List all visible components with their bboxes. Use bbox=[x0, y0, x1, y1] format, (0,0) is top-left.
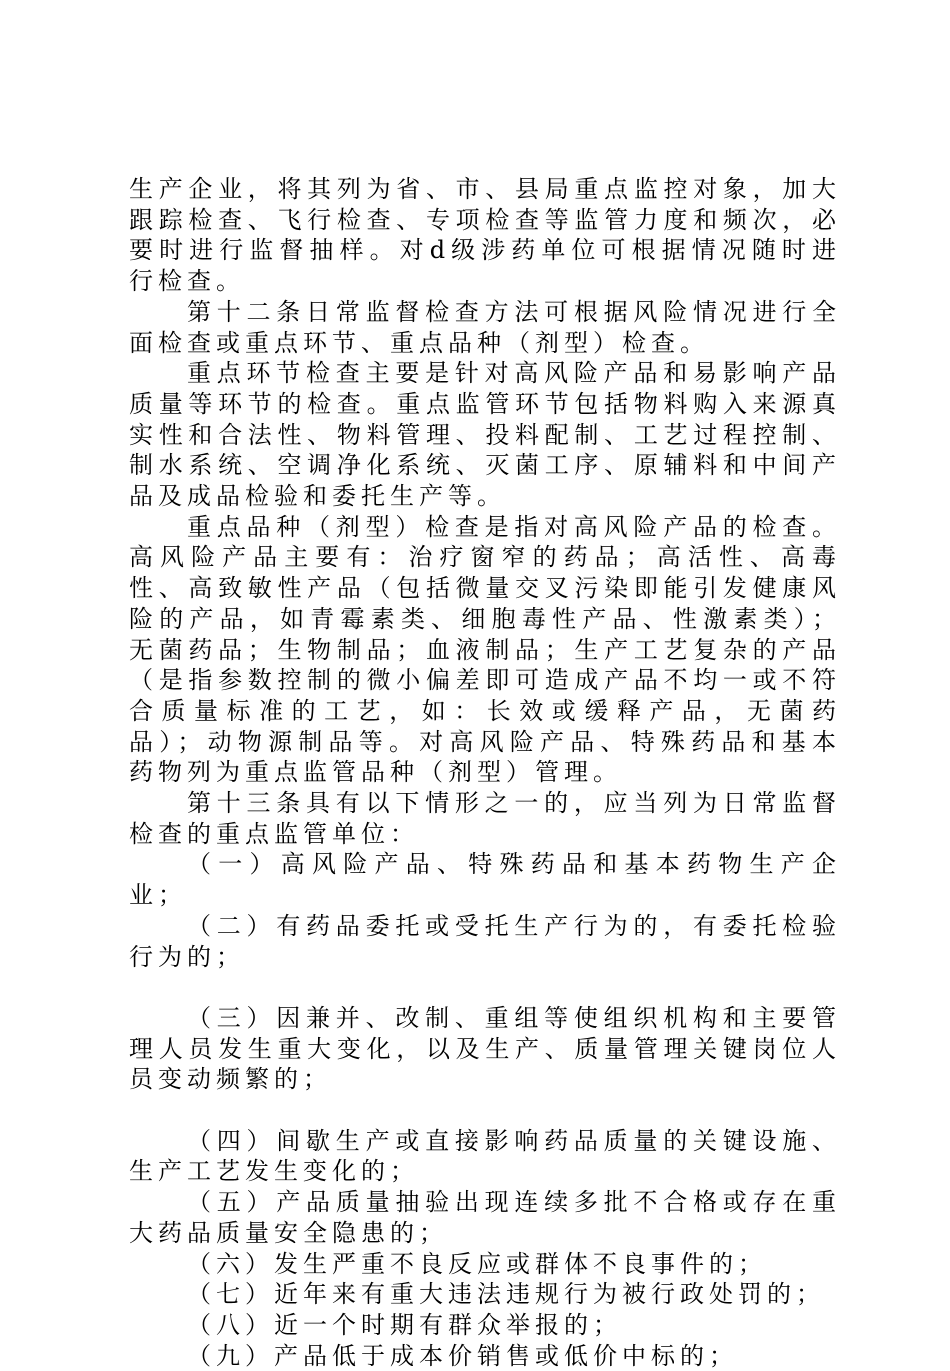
list-item-4: （四）间歇生产或直接影响药品质量的关键设施、生产工艺发生变化的； bbox=[129, 1126, 841, 1186]
paragraph-key-links: 重点环节检查主要是针对高风险产品和易影响产品质量等环节的检查。重点监管环节包括物料购入来源真实性和合法性、物料管理、投料配制、工艺过程控制、制水系统、空调净化系统、灭菌工序、原辅料和中间产品及成品检验和委托生产等。 bbox=[129, 359, 841, 511]
list-item-1: （一）高风险产品、特殊药品和基本药物生产企业； bbox=[129, 850, 841, 910]
list-item-6: （六）发生严重不良反应或群体不良事件的； bbox=[187, 1249, 767, 1278]
document-body bbox=[129, 174, 841, 1371]
list-item-8: （八）近一个时期有群众举报的； bbox=[187, 1310, 622, 1339]
list-item-2: （二）有药品委托或受托生产行为的，有委托检验行为的； bbox=[129, 911, 841, 971]
list-item-7: （七）近年来有重大违法违规行为被行政处罚的； bbox=[187, 1280, 825, 1309]
paragraph-continuation: 生产企业，将其列为省、市、县局重点监控对象，加大跟踪检查、飞行检查、专项检查等监管力度和频次，必要时进行监督抽样。对d级涉药单位可根据情况随时进行检查。 bbox=[129, 175, 841, 296]
paragraph-article-12: 第十二条日常监督检查方法可根据风险情况进行全面检查或重点环节、重点品种（剂型）检查。 bbox=[129, 297, 841, 357]
list-item-9: （九）产品低于成本价销售或低价中标的； bbox=[187, 1341, 738, 1370]
paragraph-key-varieties: 重点品种（剂型）检查是指对高风险产品的检查。高风险产品主要有：治疗窗窄的药品；高活性、高毒性、高致敏性产品（包括微量交叉污染即能引发健康风险的产品，如青霉素类、细胞毒性产品、性激素类）；无菌药品；生物制品；血液制品；生产工艺复杂的产品（是指参数控制的微小偏差即可造成产品不均一或不符合质量标准的工艺，如：长效或缓释产品，无菌药品）；动物源制品等。对高风险产品、特殊药品和基本药物列为重点监管品种（剂型）管理。 bbox=[129, 512, 841, 787]
list-item-5: （五）产品质量抽验出现连续多批不合格或存在重大药品质量安全隐患的； bbox=[129, 1188, 841, 1247]
list-item-3: （三）因兼并、改制、重组等使组织机构和主要管理人员发生重大变化，以及生产、质量管理关键岗位人员变动频繁的； bbox=[129, 1003, 841, 1094]
paragraph-article-13: 第十三条具有以下情形之一的，应当列为日常监督检查的重点监管单位： bbox=[129, 789, 841, 848]
